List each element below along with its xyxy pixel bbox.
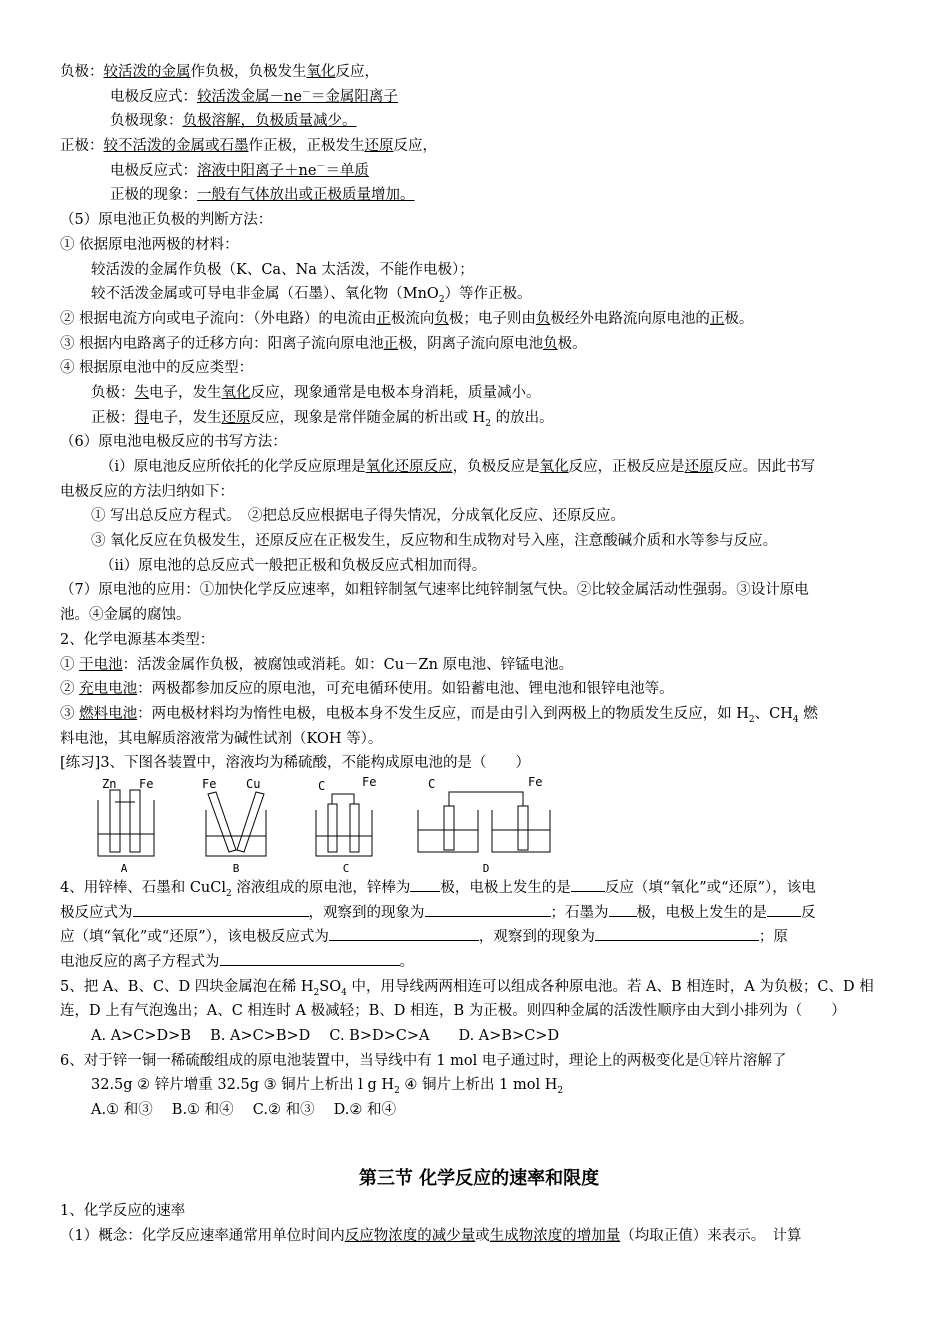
judge-title: （5）原电池正负极的判断方法： (60, 212, 273, 229)
section-subtitle: 1、化学反应的速率 (60, 1202, 186, 1219)
text: 电极反应式： (110, 162, 197, 179)
text: 负极： (60, 64, 104, 80)
apply-line-2: 池。④金属的腐蚀。 (60, 607, 191, 624)
electrode-fe-c (350, 804, 359, 852)
negative-electrode-line (60, 60, 898, 85)
answer-blank[interactable] (571, 877, 605, 892)
label-c1: C (318, 778, 326, 793)
apply-line-1: （7）原电池的应用：①加快化学反应速率，如粗锌制氢气速率比纯锌制氢气快。②比较金属活动性强弱。③设计原电 (60, 582, 809, 599)
electrode-cu (237, 792, 264, 852)
label-c: C (342, 861, 350, 875)
apparatus-d (418, 792, 550, 852)
electrode-c-c (328, 804, 337, 852)
positive-equation-line (60, 159, 898, 184)
judge-method-1b: 较不活泼金属或可导电非金属（石墨）、氧化物（MnO$_2$）等作正极。 (91, 286, 532, 306)
rate-concept-line: （1）概念：化学反应速率通常用单位时间内反应物浓度的减少量或生成物浓度的增加量（均取正值）来表示。 计算 (60, 1227, 802, 1244)
text: 负极现象： (110, 113, 183, 130)
answer-blank[interactable] (609, 902, 637, 917)
write-step-1-2: ① 写出总反应方程式。 ②把总反应根据电子得失情况，分成氧化反应、还原反应。 (91, 508, 625, 525)
question-4-line-4: 电池反应的离子方程式为 。 (60, 950, 898, 975)
beaker-a (98, 800, 154, 856)
text: 作正极，正极发生 (248, 138, 365, 155)
electrode-fe-a (130, 790, 140, 852)
write-i: （i）原电池反应所依托的化学反应原理是氧化还原反应，负极反应是氧化反应，正极反应是还原反应。因此书写 (100, 459, 816, 475)
underlined-text: 还原 (364, 138, 394, 155)
text: 反应， (335, 64, 379, 80)
document-page (60, 60, 898, 1248)
underlined-text: 较不活泼的金属或石墨 (103, 138, 249, 155)
electrode-zn (110, 790, 120, 852)
text: 电极反应式： (110, 88, 197, 105)
question-6-options: A.① 和③ B.① 和④ C.② 和③ D.② 和④ (91, 1102, 397, 1119)
question-5-line-1: 5、把 A、B、C、D 四块金属泡在稀 $H_2SO_4$ 中，用导线两两相连可以组成各种原电池。若 A、B 相连时，A 为负极；C、D 相 (60, 978, 874, 998)
judge-method-4a: 负极：失电子，发生氧化反应，现象通常是电极本身消耗，质量减小。 (91, 384, 541, 401)
judge-method-4: ④ 根据原电池中的反应类型： (60, 360, 254, 377)
question-4-line-1: 4、用锌棒、石墨和 CuCl$_2$ 溶液组成的原电池，锌棒为 极，电极上发生的是 反应（填“氧化”或“还原”），该电 (60, 876, 898, 901)
types-rechargeable: ② 充电电池：两极都参加反应的原电池，可充电循环使用。如铅蓄电池、锂电池和银锌电池等。 (60, 681, 674, 698)
judge-method-1: ① 依据原电池两极的材料： (60, 236, 239, 253)
electrode-fe-b (208, 792, 236, 852)
judge-method-1a: 较活泼的金属作负极（K、Ca、Na 太活泼，不能作电极）； (91, 261, 474, 278)
label-a: A (120, 861, 128, 875)
negative-phenomenon-line (60, 109, 898, 134)
apparatus-c (316, 794, 372, 856)
beaker-d1 (418, 810, 478, 852)
label-d1: C (428, 776, 436, 791)
underlined-text: 较活泼金属－ne－＝金属阳离子 (197, 87, 398, 105)
text: 作负极，负极发生 (190, 64, 307, 80)
types-fuel-cell-continued: 料电池，其电解质溶液常为碱性试剂（KOH 等）。 (60, 730, 383, 747)
wire-c (332, 794, 354, 804)
write-ii: （ii）原电池的总反应式一般把正极和负极反应式相加而得。 (100, 557, 487, 574)
text: 正极： (60, 138, 104, 155)
label-a1: Zn (102, 776, 117, 791)
question-4-line-3: 应（填“氧化”或“还原”），该电极反应式为 ，观察到的现象为 ；原 (60, 925, 898, 950)
section-heading: 第三节 化学反应的速率和限度 (358, 1167, 600, 1189)
beaker-c (316, 810, 372, 856)
answer-blank[interactable] (329, 926, 479, 941)
answer-blank[interactable] (425, 902, 551, 917)
electrode-fe-d (518, 806, 528, 850)
question-6-line-1: 6、对于锌一铜一稀硫酸组成的原电池装置中，当导线中有 1 mol 电子通过时，理论上的两极变化是①锌片溶解了 (60, 1052, 787, 1069)
apparatus-a (98, 790, 154, 856)
underlined-text: 氧化 (306, 64, 336, 80)
label-d2: Fe (528, 775, 543, 789)
positive-electrode-line (60, 134, 898, 159)
question-5-line-2: 连，D 上有气泡逸出；A、C 相连时 A 极减轻；B、D 相连，B 为正极。则四种金属的活泼性顺序由大到小排列为（ ） (60, 1003, 846, 1020)
underlined-text: 溶液中阳离子＋ne－＝单质 (197, 161, 369, 179)
underlined-text: 较活泼的金属 (103, 64, 191, 80)
label-b1: Fe (202, 776, 217, 791)
answer-blank[interactable] (767, 902, 801, 917)
apparatus-figure (94, 776, 574, 876)
label-c2: Fe (362, 775, 377, 789)
answer-blank[interactable] (133, 902, 309, 917)
question-4-line-2: 极反应式为 ，观察到的现象为 ；石墨为 极，电极上发生的是 反 (60, 901, 898, 926)
answer-blank[interactable] (220, 951, 400, 966)
write-title: （6）原电池电极反应的书写方法： (60, 434, 287, 451)
label-b2: Cu (246, 776, 261, 791)
write-step-3: ③ 氧化反应在负极发生，还原反应在正极发生，反应物和生成物对号入座，注意酸碱介质和水等参与反应。 (91, 533, 778, 550)
answer-blank[interactable] (410, 877, 440, 892)
types-title: 2、化学电源基本类型： (60, 631, 215, 648)
question-3: [练习]3、下图各装置中，溶液均为稀硫酸，不能构成原电池的是（ ） (60, 755, 531, 772)
judge-method-2: ② 根据电流方向或电子流向：（外电路）的电流由正极流向负极；电子则由负极经外电路流向原电池的正极。 (60, 310, 754, 327)
label-a2: Fe (139, 776, 154, 791)
types-dry-cell: ① 干电池：活泼金属作负极，被腐蚀或消耗。如：Cu－Zn 原电池、锌锰电池。 (60, 656, 574, 673)
judge-method-3: ③ 根据内电路离子的迁移方向：阳离子流向原电池正极，阴离子流向原电池负极。 (60, 335, 587, 352)
types-fuel-cell: ③ 燃料电池：两电极材料均为惰性电极，电极本身不发生反应，而是由引入到两极上的物质发生反应，如 $H_2$、$CH_4$ 燃 (60, 705, 818, 725)
label-d: D (482, 861, 490, 875)
question-5-options: A. A>C>D>B B. A>C>B>D C. B>D>C>A D. A>B>C>D (91, 1028, 560, 1045)
electrode-c-d (444, 806, 454, 850)
wire-d (449, 792, 523, 806)
question-6-line-2: 32.5g ② 锌片增重 32.5g ③ 铜片上析出 l g $H_2$ ④ 铜片上析出 1 mol $H_2$ (91, 1077, 564, 1097)
text: 反应， (393, 138, 437, 155)
apparatus-b (206, 792, 266, 856)
text: 正极的现象： (110, 187, 197, 204)
label-b: B (232, 861, 240, 875)
underlined-text: 一般有气体放出或正极质量增加。 (197, 187, 415, 204)
negative-equation-line (60, 85, 898, 110)
write-i-continued: 电极反应的方法归纳如下： (60, 483, 234, 500)
judge-method-4b: 正极：得电子，发生还原反应，现象是常伴随金属的析出或 $H_2$ 的放出。 (91, 409, 554, 429)
beaker-d2 (492, 810, 550, 852)
answer-blank[interactable] (595, 926, 759, 941)
positive-phenomenon-line (60, 183, 898, 208)
underlined-text: 负极溶解，负极质量减少。 (182, 113, 357, 130)
galvanic-cell-diagrams (94, 776, 898, 876)
